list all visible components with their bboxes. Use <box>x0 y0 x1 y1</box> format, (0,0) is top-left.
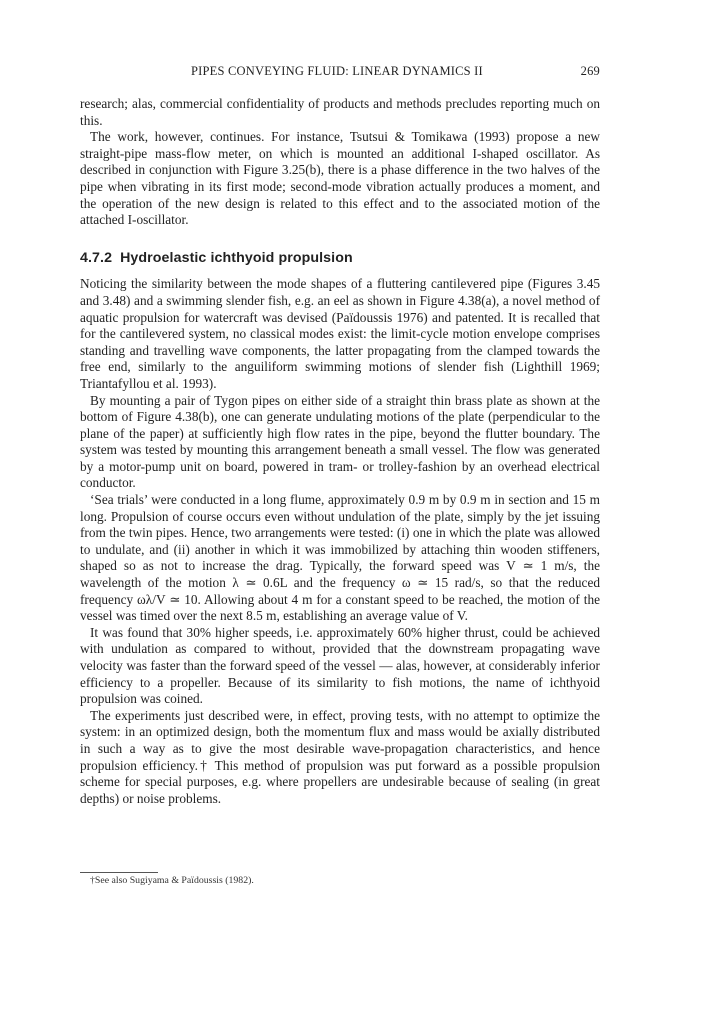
footnote-rule <box>80 872 158 873</box>
footnote: †See also Sugiyama & Païdoussis (1982). <box>90 875 254 886</box>
paragraph: research; alas, commercial confidentiality of products and methods precludes reporting much on this. <box>80 96 600 128</box>
section-title: Hydroelastic ichthyoid propulsion <box>120 249 353 266</box>
paragraph: Noticing the similarity between the mode shapes of a fluttering cantilevered pipe (Figures 3.45 and 3.48) and a swimming slender fish, e.g. an eel as shown in Figure 4.38(a), a novel method of aquatic propulsion for watercraft was devised (Païdoussis 1976) and patented. It is recalled that for the cantilevered system, no classical modes exist: the limit-cycle motion envelope comprises standing and travelling wave components, the latter propagating from the clamped towards the free end, similarly to the anguiliform swimming motions of slender fish (Lighthill 1969; Triantafyllou et al. 1993). <box>80 276 600 391</box>
body-text <box>80 96 600 807</box>
section-heading <box>80 250 600 267</box>
section-number: 4.7.2 <box>80 249 113 266</box>
paragraph: The work, however, continues. For instance, Tsutsui & Tomikawa (1993) propose a new straight-pipe mass-flow meter, on which is mounted an additional I-shaped oscillator. As described in conjunction with Figure 3.25(b), there is a phase difference in the two halves of the pipe when vibrating in its first mode; second-mode vibration actually produces a moment, and the operation of the new design is related to this effect and to the associated motion of the attached I-oscillator. <box>80 129 600 228</box>
paragraph: It was found that 30% higher speeds, i.e. approximately 60% higher thrust, could be achieved with undulation as compared to without, provided that the downstream propagating wave velocity was faster than the forward speed of the vessel — alas, however, at considerably inferior efficiency to a propeller. Because of its similarity to fish motions, the name of ichthyoid propulsion was coined. <box>80 624 600 707</box>
paragraph: By mounting a pair of Tygon pipes on either side of a straight thin brass plate as shown at the bottom of Figure 4.38(b), one can generate undulating motions of the plate (perpendicular to the plane of the paper) at sufficiently high flow rates in the pipe, beyond the flutter boundary. The system was tested by mounting this arrangement beneath a small vessel. The flow was generated by a motor-pump unit on board, powered in tram- or trolley-fashion by an overhead electrical conductor. <box>80 392 600 491</box>
paragraph: ‘Sea trials’ were conducted in a long flume, approximately 0.9 m by 0.9 m in section and 15 m long. Propulsion of course occurs even without undulation of the plate, simply by the jet issuing from the twin pipes. Hence, two arrangements were tested: (i) one in which the plate was allowed to undulate, and (ii) another in which it was immobilized by attaching thin wooden stiffeners, shaped so as not to increase the drag. Typically, the forward speed was V ≃ 1 m/s, the wavelength of the motion λ ≃ 0.6L and the frequency ω ≃ 15 rad/s, so that the reduced frequency ωλ/V ≃ 10. Allowing about 4 m for a constant speed to be reached, the motion of the vessel was timed over the next 8.5 m, establishing an average value of V. <box>80 492 600 624</box>
running-title: PIPES CONVEYING FLUID: LINEAR DYNAMICS II <box>191 64 483 78</box>
page-number: 269 <box>580 64 600 78</box>
paragraph: The experiments just described were, in effect, proving tests, with no attempt to optimize the system: in an optimized design, both the momentum flux and mass would be axially distributed in such a way as to give the most desirable wave-propagation characteristics, and hence propulsion efficiency.† This method of propulsion was put forward as a possible propulsion scheme for special purposes, e.g. where propellers are undesirable because of sealing (in great depths) or noise problems. <box>80 707 600 806</box>
